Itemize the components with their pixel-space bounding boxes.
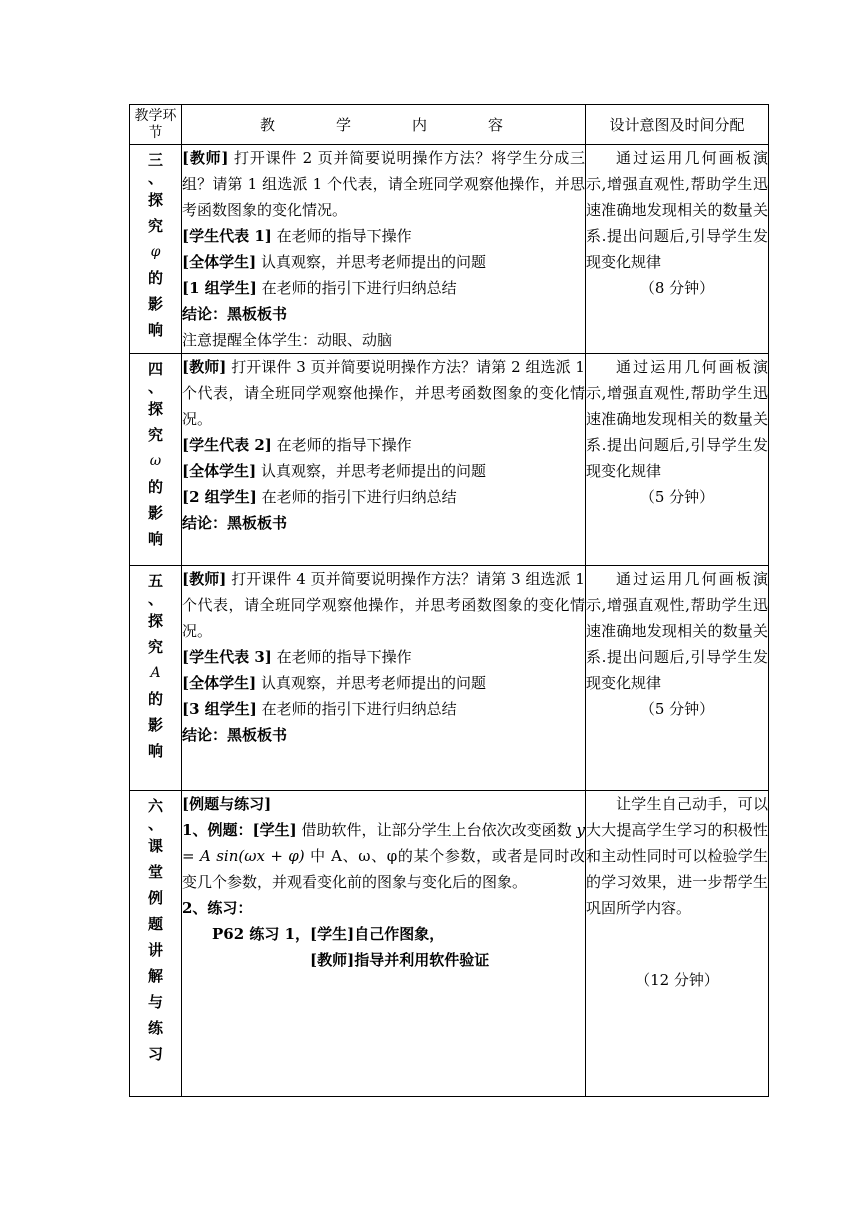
group-text: 在老师的指引下进行归纳总结 [261,700,457,718]
teacher-text: 打开课件 4 页并简要说明操作方法？请第 3 组选派 1 个代表，请全班同学观察他操作，并思考函数图象的变化情况。 [182,570,585,640]
stage-char: 堂 [147,863,163,881]
header-design-intent: 设计意图及时间分配 [586,105,769,145]
rep-tag: [学生代表 1] [182,227,272,245]
exercise-title [182,791,585,817]
conclusion [182,301,585,327]
stage-variable: A [150,665,161,681]
example-label: 1、例题： [182,821,253,839]
group-paragraph [182,484,585,510]
stage-char: 六 [147,797,163,815]
header-char: 教 [260,116,276,134]
group-paragraph [182,696,585,722]
design-note-cell [586,354,769,566]
stage-char: 影 [147,295,163,313]
teacher-tag: [教师] [182,149,229,167]
teacher-paragraph [182,145,585,223]
practice-label-text: 2、练习： [182,899,253,917]
stage-char: 、 [147,590,163,608]
time-allocation: （5 分钟） [639,488,715,506]
extra-note: 注意提醒全体学生：动眼、动脑 [182,331,393,349]
rep-text: 在老师的指导下操作 [276,436,412,454]
conclusion-text: 结论：黑板板书 [182,514,288,532]
stage-char: 五 [147,572,163,590]
stage-char: 、 [147,378,163,396]
teacher-paragraph [182,566,585,644]
header-stage: 教学环节 [130,105,182,145]
stage-char: 练 [147,1019,163,1037]
stage-cell [130,145,182,354]
stage-char: 课 [147,837,163,855]
teacher-text: 打开课件 2 页并简要说明操作方法？将学生分成三组？请第 1 组选派 1 个代表，请全班同学观察他操作，并思考函数图象的变化情况。 [182,149,585,219]
practice-label [182,895,585,921]
stage-char: 的 [147,269,163,287]
design-note-cell [586,566,769,791]
teacher-tag: [教师] [182,570,227,588]
formula: y = A sin(ωx + φ) [182,821,585,865]
stage-char: 究 [147,638,163,656]
rep-text: 在老师的指导下操作 [276,648,412,666]
all-tag: [全体学生] [182,253,257,271]
design-note: 通过运用几何画板演示,增强直观性,帮助学生迅速准确地发现相关的数量关系.提出问题后,引导学生发现变化规律 [586,358,768,480]
teacher-tag: [教师] [182,358,227,376]
conclusion-text: 结论：黑板板书 [182,305,288,323]
design-note-cell [586,145,769,354]
lesson-plan-table [129,104,769,1097]
stage-variable: ω [149,453,162,469]
stage-char: 三 [147,151,163,169]
practice-line-2 [182,947,585,973]
stage-char: 究 [147,217,163,235]
table-row [130,145,769,354]
header-char: 内 [411,116,427,134]
header-char: 学 [335,116,351,134]
group-text: 在老师的指引下进行归纳总结 [261,488,457,506]
conclusion [182,722,585,748]
group-tag: [2 组学生] [182,488,257,506]
rep-paragraph [182,644,585,670]
all-text: 认真观察，并思考老师提出的问题 [260,462,486,480]
stage-char: 的 [147,478,163,496]
practice-line-1-text: P62 练习 1，[学生]自己作图象， [212,925,445,943]
all-text: 认真观察，并思考老师提出的问题 [260,674,486,692]
group-paragraph [182,275,585,301]
time-allocation: （8 分钟） [639,279,715,297]
rep-paragraph [182,432,585,458]
practice-line-1 [182,921,585,947]
table-row [130,354,769,566]
conclusion-text: 结论：黑板板书 [182,726,288,744]
all-tag: [全体学生] [182,674,257,692]
all-paragraph [182,249,585,275]
stage-char: 、 [147,169,163,187]
stage-char: 探 [147,612,163,630]
example-text-2: 中 A、ω、φ的某个参数，或者是同时改变几个参数，并观看变化前的图象与变化后的图象。 [182,847,585,891]
all-paragraph [182,458,585,484]
design-note-cell [586,791,769,1097]
design-note: 让学生自己动手，可以大大提高学生学习的积极性和主动性同时可以检验学生的学习效果，进一步帮学生巩固所学内容。 [586,795,768,917]
group-text: 在老师的指引下进行归纳总结 [261,279,457,297]
header-content [182,105,586,145]
content-cell [182,566,586,791]
content-cell [182,145,586,354]
stage-char: 例 [147,889,163,907]
all-tag: [全体学生] [182,462,257,480]
stage-char: 响 [147,742,163,760]
rep-paragraph [182,223,585,249]
example-tag: [学生] [252,821,297,839]
stage-char: 响 [147,530,163,548]
table-row [130,566,769,791]
stage-char: 与 [147,993,163,1011]
group-tag: [1 组学生] [182,279,257,297]
group-tag: [3 组学生] [182,700,257,718]
header-row [130,105,769,145]
rep-text: 在老师的指导下操作 [276,227,412,245]
stage-variable: φ [150,244,161,260]
teacher-paragraph [182,354,585,432]
stage-char: 究 [147,426,163,444]
teacher-text: 打开课件 3 页并简要说明操作方法？请第 2 组选派 1 个代表，请全班同学观察他操作，并思考函数图象的变化情况。 [182,358,585,428]
stage-char: 探 [147,191,163,209]
stage-char: 探 [147,400,163,418]
table-row [130,791,769,1097]
stage-char: 的 [147,690,163,708]
example-paragraph [182,817,585,895]
all-text: 认真观察，并思考老师提出的问题 [260,253,486,271]
stage-cell [130,791,182,1097]
header-char: 容 [487,116,503,134]
stage-char: 影 [147,716,163,734]
stage-char: 影 [147,504,163,522]
stage-char: 四 [147,360,163,378]
rep-tag: [学生代表 2] [182,436,272,454]
design-note: 通过运用几何画板演示,增强直观性,帮助学生迅速准确地发现相关的数量关系.提出问题后,引导学生发现变化规律 [586,149,768,271]
content-cell [182,354,586,566]
exercise-title-text: [例题与练习] [182,795,272,813]
stage-cell [130,566,182,791]
stage-char: 题 [147,915,163,933]
stage-char: 、 [147,815,163,833]
design-note: 通过运用几何画板演示,增强直观性,帮助学生迅速准确地发现相关的数量关系.提出问题后,引导学生发现变化规律 [586,570,768,692]
content-cell [182,791,586,1097]
time-allocation: （5 分钟） [639,700,715,718]
practice-line-2-text: [教师]指导并利用软件验证 [310,951,490,969]
stage-char: 习 [147,1045,163,1063]
conclusion [182,510,585,536]
time-allocation: （12 分钟） [635,971,719,989]
example-text-1: 借助软件，让部分学生上台依次改变函数 [301,821,572,839]
stage-char: 解 [147,967,163,985]
all-paragraph [182,670,585,696]
rep-tag: [学生代表 3] [182,648,272,666]
stage-char: 响 [147,321,163,339]
stage-char: 讲 [147,941,163,959]
stage-cell [130,354,182,566]
